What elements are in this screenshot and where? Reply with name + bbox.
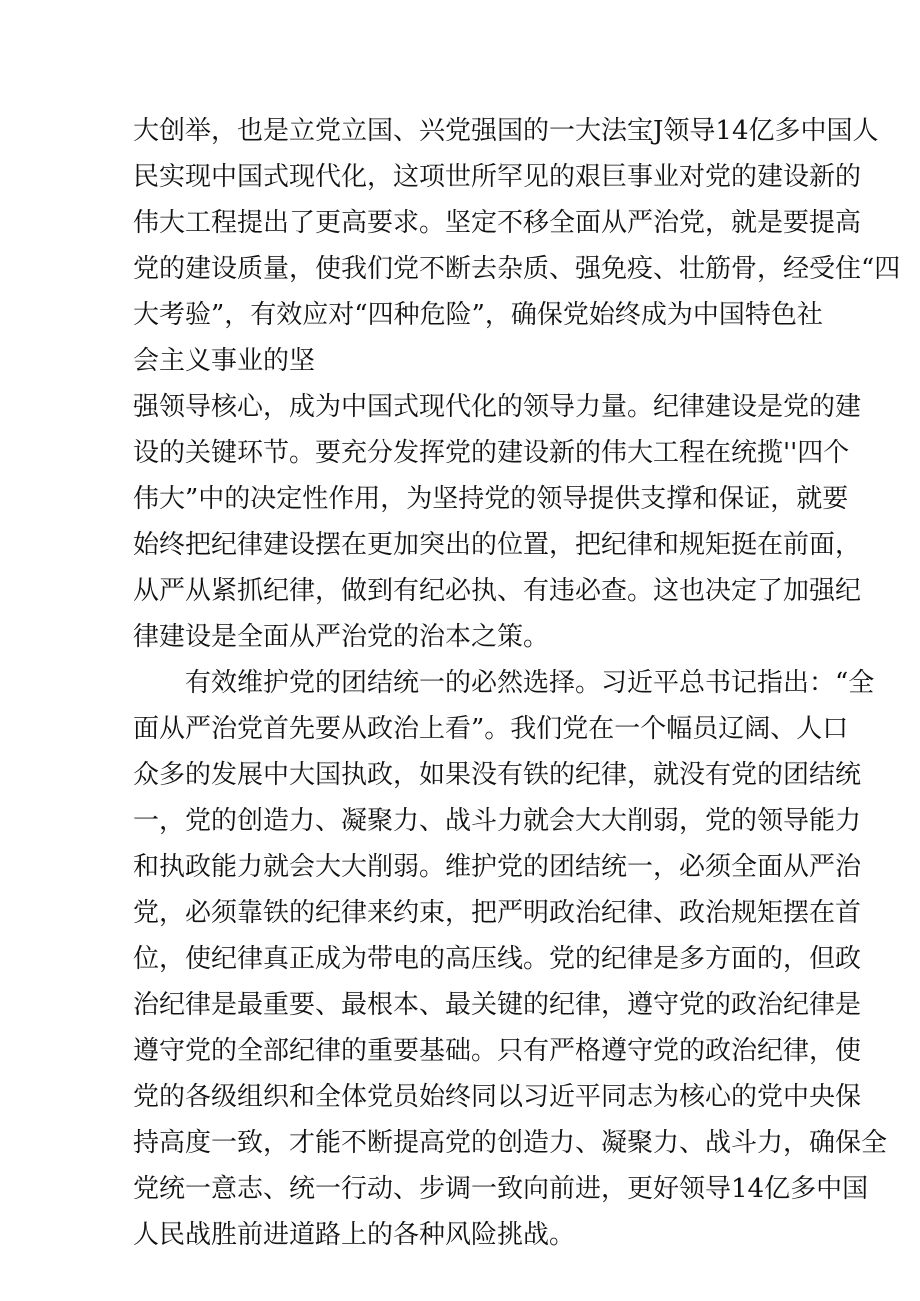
text-line: 设的关键环节。要充分发挥党的建设新的伟大工程在统揽''四个 [133, 438, 850, 468]
text-line: 位，使纪律真正成为带电的高压线。党的纪律是多方面的，但政 [133, 944, 862, 974]
text-line: 治纪律是最重要、最根本、最关键的纪律，遵守党的政治纪律是 [133, 990, 862, 1020]
text-line: 从严从紧抓纪律，做到有纪必执、有违必查。这也决定了加强纪 [133, 576, 862, 606]
text-line: 强领导核心，成为中国式现代化的领导力量。纪律建设是党的建 [133, 392, 862, 422]
document-body [133, 108, 901, 1258]
text-line: 遵守党的全部纪律的重要基础。只有严格遵守党的政治纪律，使 [133, 1036, 862, 1066]
text-line: 党的建设质量，使我们党不断去杂质、强免疫、壮筋骨，经受住“四 [133, 254, 901, 284]
text-line: 持高度一致，才能不断提高党的创造力、凝聚力、战斗力，确保全 [133, 1128, 888, 1158]
text-line: 面从严治党首先要从政治上看”。我们党在一个幅员辽阔、人口 [133, 714, 849, 744]
text-line: 会主义事业的坚 [133, 346, 316, 376]
text-line: 和执政能力就会大大削弱。维护党的团结统一，必须全面从严治 [133, 852, 862, 882]
text-line: 始终把纪律建设摆在更加突出的位置，把纪律和规矩挺在前面， [133, 530, 862, 560]
text-line: 一，党的创造力、凝聚力、战斗力就会大大削弱，党的领导能力 [133, 806, 862, 836]
text-line: 伟大工程提出了更高要求。坚定不移全面从严治党，就是要提高 [133, 208, 862, 238]
text-line: 律建设是全面从严治党的治本之策。 [133, 622, 550, 652]
text-line: 人民战胜前进道路上的各种风险挑战。 [133, 1220, 576, 1250]
text-line: 大创举，也是立党立国、兴党强国的一大法宝J领导14亿多中国人 [133, 116, 879, 146]
text-line: 民实现中国式现代化，这项世所罕见的艰巨事业对党的建设新的 [133, 162, 862, 192]
text-line: 党，必须靠铁的纪律来约束，把严明政治纪律、政治规矩摆在首 [133, 898, 862, 928]
text-line: 众多的发展中大国执政，如果没有铁的纪律，就没有党的团结统 [133, 760, 862, 790]
text-line: 有效维护党的团结统一的必然选择。习近平总书记指出：“全 [185, 668, 875, 698]
text-line: 党的各级组织和全体党员始终同以习近平同志为核心的党中央保 [133, 1082, 862, 1112]
text-line: 伟大”中的决定性作用，为坚持党的领导提供支撑和保证，就要 [133, 484, 849, 514]
text-line: 大考验”，有效应对“四种危险”，确保党始终成为中国特色社 [133, 300, 823, 330]
text-line: 党统一意志、统一行动、步调一致向前进，更好领导14亿多中国 [133, 1174, 869, 1204]
